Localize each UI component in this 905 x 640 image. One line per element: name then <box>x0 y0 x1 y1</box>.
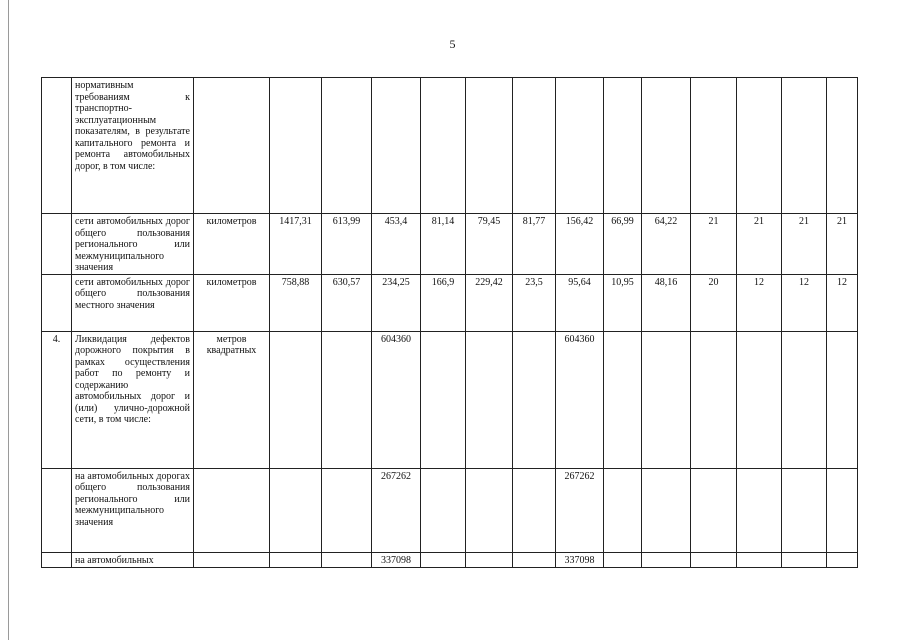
value-cell <box>691 331 737 468</box>
value-cell: 337098 <box>372 552 421 567</box>
indicators-table <box>41 77 858 568</box>
value-cell: 21 <box>782 214 827 275</box>
value-cell: 21 <box>737 214 782 275</box>
value-cell: 23,5 <box>513 274 556 331</box>
value-cell <box>642 78 691 214</box>
value-cell <box>737 468 782 552</box>
page-number: 5 <box>449 37 456 51</box>
value-cell <box>421 468 466 552</box>
value-cell <box>421 552 466 567</box>
table-row <box>42 274 858 331</box>
value-cell: 64,22 <box>642 214 691 275</box>
value-cell <box>372 78 421 214</box>
value-cell: 20 <box>691 274 737 331</box>
value-cell <box>322 78 372 214</box>
value-cell <box>466 468 513 552</box>
value-cell: 21 <box>691 214 737 275</box>
unit-cell <box>194 552 270 567</box>
value-cell: 604360 <box>372 331 421 468</box>
value-cell: 613,99 <box>322 214 372 275</box>
value-cell <box>642 468 691 552</box>
description-cell: сети автомобильных дорог общего пользования регионального или межмуниципального значения <box>72 214 194 275</box>
value-cell <box>270 331 322 468</box>
value-cell: 81,14 <box>421 214 466 275</box>
value-cell <box>322 331 372 468</box>
value-cell <box>827 552 858 567</box>
value-cell: 1417,31 <box>270 214 322 275</box>
value-cell <box>322 552 372 567</box>
value-cell: 12 <box>827 274 858 331</box>
value-cell <box>737 552 782 567</box>
unit-cell: метров квадратных <box>194 331 270 468</box>
unit-cell: километров <box>194 274 270 331</box>
description-cell: на автомобильных <box>72 552 194 567</box>
value-cell: 630,57 <box>322 274 372 331</box>
value-cell: 758,88 <box>270 274 322 331</box>
value-cell <box>466 78 513 214</box>
value-cell: 66,99 <box>604 214 642 275</box>
value-cell <box>466 331 513 468</box>
table-row <box>42 214 858 275</box>
unit-cell <box>194 78 270 214</box>
value-cell: 337098 <box>556 552 604 567</box>
value-cell <box>556 78 604 214</box>
value-cell: 12 <box>737 274 782 331</box>
description-cell: Ликвидация дефектов дорожного покрытия в рамках осуществления работ по ремонту и содержанию автомобильных дорог и (или) улично-дорожной сети, в том числе: <box>72 331 194 468</box>
value-cell <box>421 331 466 468</box>
description-cell: сети автомобильных дорог общего пользования местного значения <box>72 274 194 331</box>
value-cell <box>642 331 691 468</box>
value-cell: 95,64 <box>556 274 604 331</box>
table-row <box>42 78 858 214</box>
value-cell: 229,42 <box>466 274 513 331</box>
page-margin-line <box>8 0 9 640</box>
value-cell: 267262 <box>556 468 604 552</box>
value-cell <box>270 78 322 214</box>
value-cell <box>782 468 827 552</box>
value-cell <box>737 331 782 468</box>
value-cell <box>691 552 737 567</box>
value-cell <box>270 468 322 552</box>
value-cell <box>827 468 858 552</box>
description-cell: на автомобильных дорогах общего пользования регионального или межмуниципального значения <box>72 468 194 552</box>
description-cell: нормативным требованиям к транспортно-эксплуатационным показателям, в результате капитального ремонта и ремонта автомобильных дорог, в том числе: <box>72 78 194 214</box>
row-number-cell <box>42 468 72 552</box>
value-cell <box>270 552 322 567</box>
value-cell <box>513 78 556 214</box>
value-cell <box>513 552 556 567</box>
row-number-cell <box>42 214 72 275</box>
value-cell: 166,9 <box>421 274 466 331</box>
value-cell <box>513 331 556 468</box>
unit-cell <box>194 468 270 552</box>
value-cell: 12 <box>782 274 827 331</box>
value-cell <box>322 468 372 552</box>
table-row <box>42 468 858 552</box>
value-cell <box>691 468 737 552</box>
value-cell: 10,95 <box>604 274 642 331</box>
row-number-cell <box>42 274 72 331</box>
value-cell <box>604 78 642 214</box>
value-cell <box>604 468 642 552</box>
value-cell <box>691 78 737 214</box>
value-cell <box>782 78 827 214</box>
row-number-cell <box>42 78 72 214</box>
value-cell: 79,45 <box>466 214 513 275</box>
value-cell <box>604 331 642 468</box>
value-cell: 604360 <box>556 331 604 468</box>
value-cell <box>737 78 782 214</box>
value-cell <box>604 552 642 567</box>
value-cell: 81,77 <box>513 214 556 275</box>
value-cell: 453,4 <box>372 214 421 275</box>
value-cell <box>466 552 513 567</box>
value-cell <box>642 552 691 567</box>
value-cell <box>827 331 858 468</box>
value-cell: 156,42 <box>556 214 604 275</box>
row-number-cell: 4. <box>42 331 72 468</box>
value-cell: 267262 <box>372 468 421 552</box>
value-cell <box>513 468 556 552</box>
value-cell: 48,16 <box>642 274 691 331</box>
value-cell <box>782 552 827 567</box>
unit-cell: километров <box>194 214 270 275</box>
value-cell <box>827 78 858 214</box>
table-row <box>42 331 858 468</box>
value-cell: 21 <box>827 214 858 275</box>
table-row <box>42 552 858 567</box>
value-cell <box>782 331 827 468</box>
value-cell <box>421 78 466 214</box>
row-number-cell <box>42 552 72 567</box>
value-cell: 234,25 <box>372 274 421 331</box>
